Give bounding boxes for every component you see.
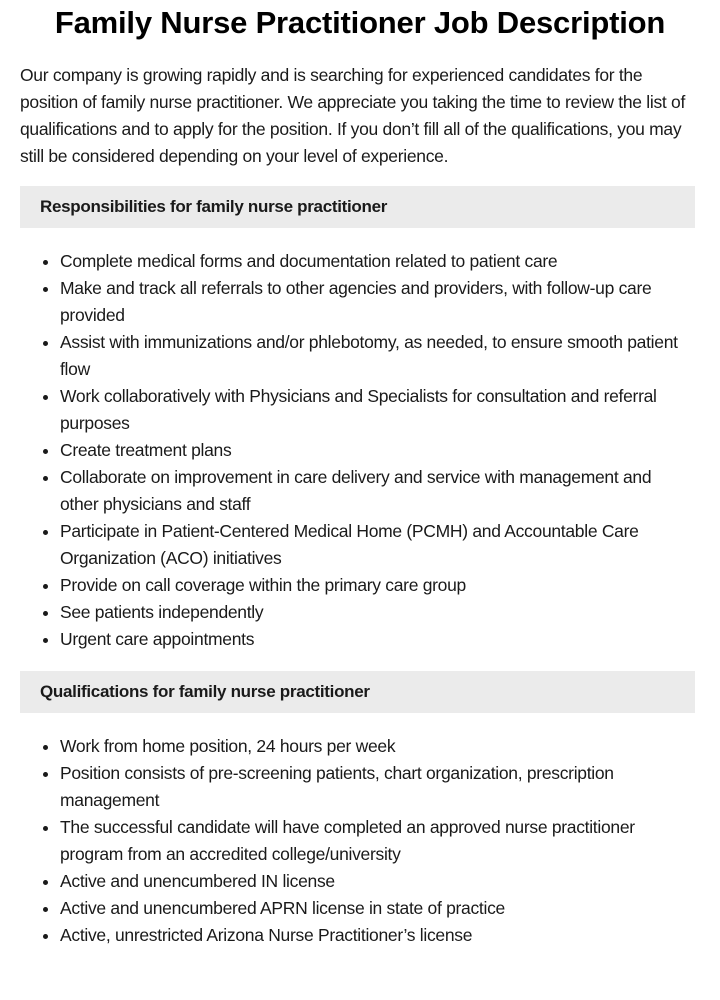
list-item: • Assist with immunizations and/or phlebotomy, as needed, to ensure smooth patient flow [60,329,700,383]
list-item: • See patients independently [60,599,700,626]
list-item: • Active and unencumbered APRN license in state of practice [60,895,700,922]
list-item: • Work collaboratively with Physicians and Specialists for consultation and referral purposes [60,383,700,437]
responsibilities-heading: Responsibilities for family nurse practitioner [20,186,695,228]
list-item: • Active, unrestricted Arizona Nurse Practitioner’s license [60,922,700,949]
list-item: • Collaborate on improvement in care delivery and service with management and other physicians and staff [60,464,700,518]
qualifications-list [0,733,700,949]
list-item: • Make and track all referrals to other agencies and providers, with follow-up care provided [60,275,700,329]
intro-paragraph: Our company is growing rapidly and is searching for experienced candidates for the position of family nurse practitioner. We appreciate you taking the time to review the list of qualifications and to apply for the position. If you don’t fill all of the qualifications, you may still be considered depending on your level of experience. [20,65,686,166]
list-item: • The successful candidate will have completed an approved nurse practitioner program from an accredited college/university [60,814,700,868]
list-item: • Urgent care appointments [60,626,700,653]
list-item: • Complete medical forms and documentation related to patient care [60,248,700,275]
page-title: Family Nurse Practitioner Job Description [54,5,666,40]
list-item: • Provide on call coverage within the primary care group [60,572,700,599]
list-item: • Work from home position, 24 hours per week [60,733,700,760]
list-item: • Participate in Patient-Centered Medical Home (PCMH) and Accountable Care Organization (ACO) initiatives [60,518,700,572]
qualifications-heading: Qualifications for family nurse practitioner [20,671,695,713]
responsibilities-list [0,248,700,653]
list-item: • Create treatment plans [60,437,700,464]
list-item: • Position consists of pre-screening patients, chart organization, prescription management [60,760,700,814]
list-item: • Active and unencumbered IN license [60,868,700,895]
